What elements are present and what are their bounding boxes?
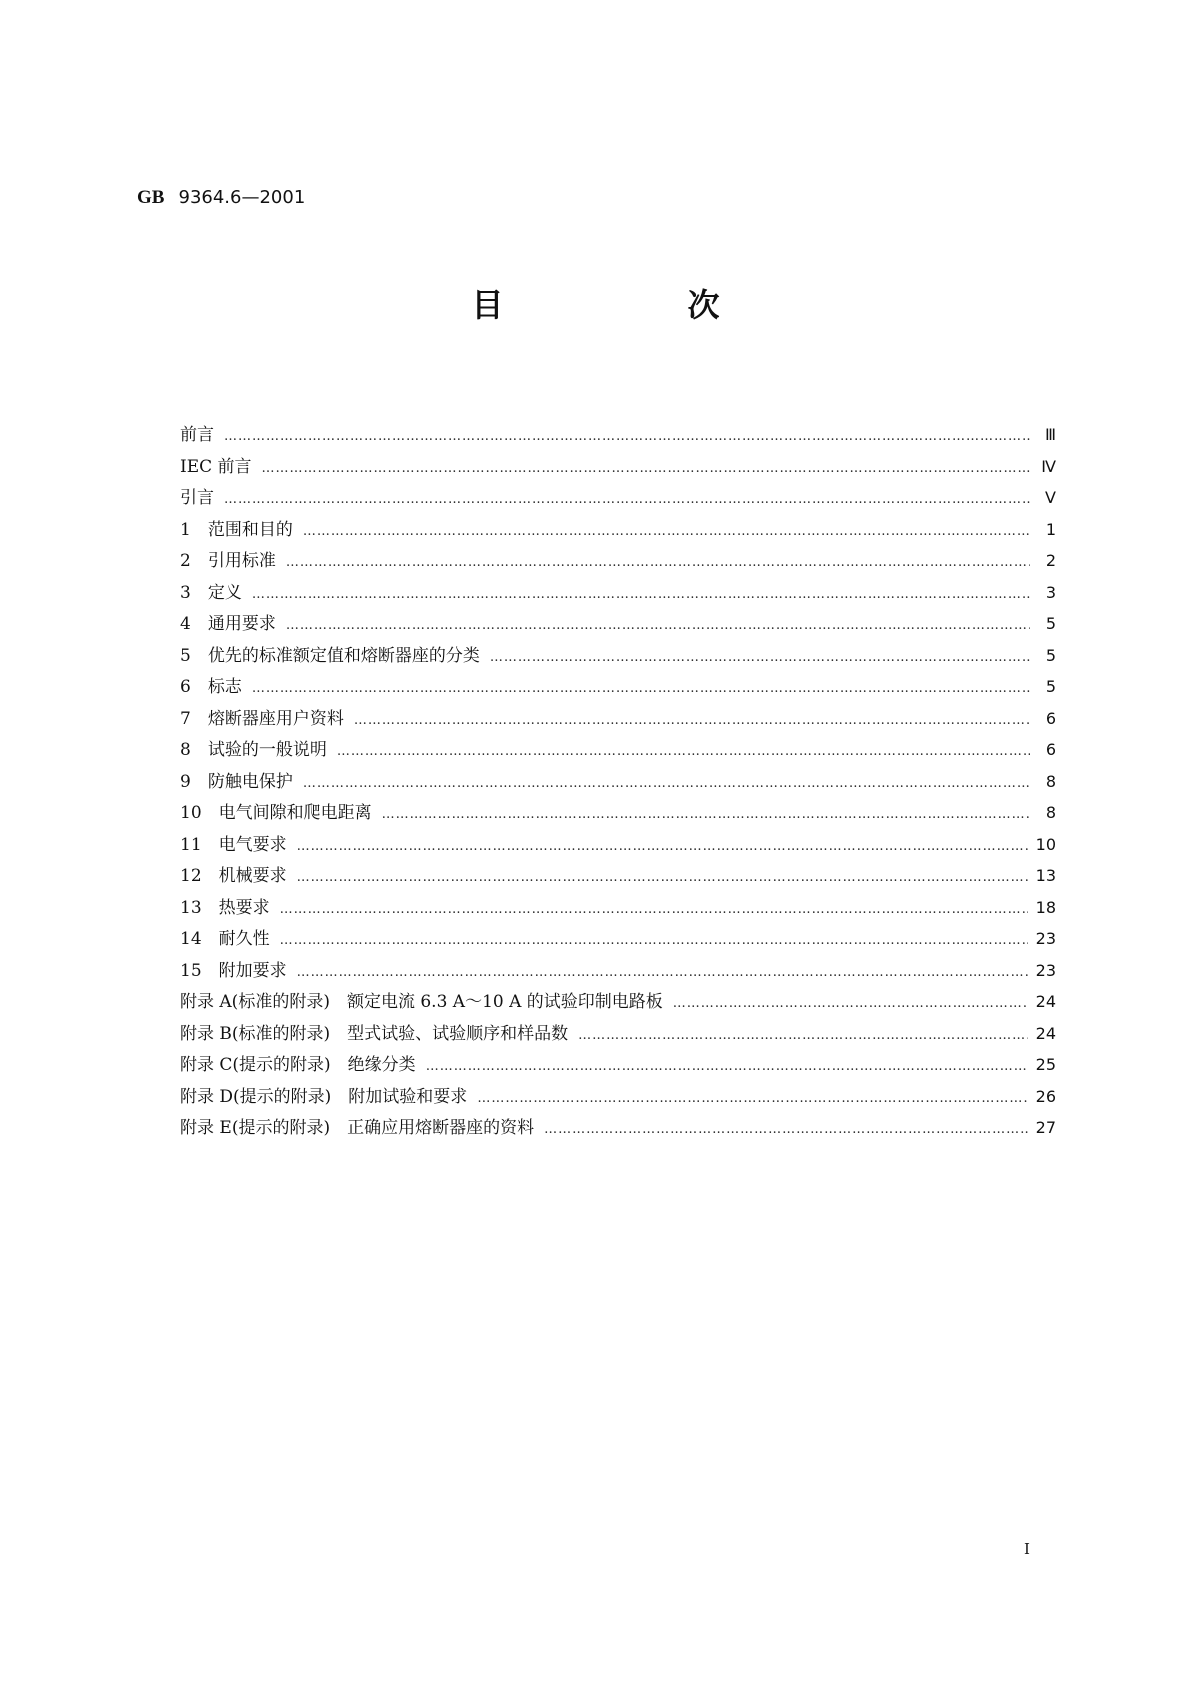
page-title: 目 次: [471, 286, 796, 324]
toc-entry-page: 24: [1035, 1023, 1056, 1043]
toc-entry-label: 附录 D(提示的附录) 附加试验和要求: [180, 1086, 468, 1107]
toc-entry[interactable]: [180, 704, 1056, 736]
toc-entry[interactable]: [180, 987, 1056, 1019]
toc-entry[interactable]: [180, 767, 1056, 799]
toc-leader-dots: [252, 681, 1030, 696]
toc-entry-page: Ⅳ: [1041, 456, 1056, 476]
toc-entry-page: 23: [1035, 929, 1056, 948]
toc-entry[interactable]: [180, 893, 1056, 925]
toc-entry-label: 7 熔断器座用户资料: [180, 708, 344, 729]
toc-leader-dots: [354, 713, 1030, 728]
toc-entry-label: 附录 A(标准的附录) 额定电流 6.3 A～10 A 的试验印制电路板: [180, 992, 663, 1012]
toc-entry-page: 24: [1035, 992, 1056, 1011]
toc-entry-page: 6: [1045, 740, 1056, 759]
toc-leader-dots: [477, 1091, 1027, 1106]
toc-leader-dots: [262, 461, 1030, 476]
toc-leader-dots: [297, 965, 1028, 980]
toc-entry-label: 前言: [180, 425, 214, 445]
toc-leader-dots: [544, 1122, 1028, 1137]
toc-entry[interactable]: [180, 924, 1056, 956]
toc-entry[interactable]: [180, 641, 1056, 673]
toc-entry[interactable]: [180, 546, 1056, 578]
table-of-contents: [180, 420, 1056, 1145]
toc-entry-page: 23: [1035, 960, 1056, 980]
standard-number: 9364.6—2001: [178, 187, 306, 208]
toc-entry-label: 1 范围和目的: [180, 519, 293, 540]
toc-entry-page: 1: [1045, 519, 1056, 539]
toc-entry-page: Ⅲ: [1044, 425, 1056, 444]
toc-leader-dots: [224, 429, 1030, 444]
toc-entry-page: 10: [1035, 834, 1056, 854]
toc-entry[interactable]: [180, 452, 1056, 484]
toc-entry[interactable]: [180, 515, 1056, 547]
toc-leader-dots: [673, 996, 1028, 1011]
toc-entry[interactable]: [180, 861, 1056, 893]
toc-leader-dots: [490, 650, 1030, 665]
toc-entry-page: 18: [1035, 897, 1056, 917]
toc-entry-label: 引言: [180, 488, 214, 508]
toc-entry-page: 6: [1045, 708, 1056, 728]
toc-entry-label: IEC 前言: [180, 456, 252, 477]
toc-entry-label: 2 引用标准: [180, 551, 276, 571]
toc-entry-label: 15 附加要求: [180, 960, 287, 981]
toc-entry[interactable]: [180, 1113, 1056, 1145]
toc-entry-page: 2: [1045, 551, 1056, 570]
toc-entry[interactable]: [180, 1019, 1056, 1051]
standard-prefix: GB: [137, 187, 165, 208]
toc-entry-page: 13: [1035, 866, 1056, 885]
toc-leader-dots: [337, 744, 1030, 759]
toc-entry[interactable]: [180, 735, 1056, 767]
toc-entry-page: 5: [1045, 677, 1056, 696]
toc-entry-label: 13 热要求: [180, 897, 270, 918]
toc-entry-label: 10 电气间隙和爬电距离: [180, 803, 372, 823]
toc-leader-dots: [578, 1028, 1027, 1043]
toc-entry-label: 4 通用要求: [180, 614, 276, 634]
toc-entry-label: 12 机械要求: [180, 866, 287, 886]
toc-leader-dots: [426, 1059, 1028, 1074]
toc-entry-label: 附录 E(提示的附录) 正确应用熔断器座的资料: [180, 1118, 535, 1138]
toc-entry[interactable]: [180, 609, 1056, 641]
toc-entry-label: 6 标志: [180, 677, 242, 697]
toc-leader-dots: [297, 870, 1028, 885]
toc-entry-label: 9 防触电保护: [180, 771, 293, 792]
toc-entry-page: 27: [1035, 1118, 1056, 1137]
toc-leader-dots: [252, 587, 1030, 602]
toc-entry-page: Ⅴ: [1045, 488, 1056, 507]
toc-entry-page: 26: [1035, 1086, 1056, 1106]
toc-leader-dots: [286, 555, 1030, 570]
toc-entry-label: 14 耐久性: [180, 929, 270, 949]
toc-entry-label: 附录 B(标准的附录) 型式试验、试验顺序和样品数: [180, 1023, 569, 1044]
toc-leader-dots: [286, 618, 1030, 633]
toc-entry[interactable]: [180, 1050, 1056, 1082]
toc-leader-dots: [303, 524, 1030, 539]
toc-entry-label: 3 定义: [180, 582, 242, 603]
toc-entry-page: 5: [1045, 645, 1056, 665]
toc-entry[interactable]: [180, 672, 1056, 704]
toc-leader-dots: [297, 839, 1028, 854]
toc-entry[interactable]: [180, 420, 1056, 452]
toc-entry-label: 8 试验的一般说明: [180, 740, 327, 760]
toc-leader-dots: [224, 492, 1030, 507]
document-header: [137, 186, 305, 209]
toc-entry[interactable]: [180, 578, 1056, 610]
toc-entry-page: 8: [1045, 771, 1056, 791]
toc-entry-page: 3: [1045, 582, 1056, 602]
toc-entry-page: 8: [1045, 803, 1056, 822]
page-number: I: [1024, 1540, 1030, 1558]
toc-entry[interactable]: [180, 483, 1056, 515]
toc-leader-dots: [280, 902, 1028, 917]
toc-entry-label: 5 优先的标准额定值和熔断器座的分类: [180, 645, 480, 666]
toc-leader-dots: [382, 807, 1030, 822]
toc-entry-page: 25: [1035, 1055, 1056, 1074]
toc-entry[interactable]: [180, 956, 1056, 988]
toc-leader-dots: [280, 933, 1028, 948]
toc-entry[interactable]: [180, 830, 1056, 862]
toc-entry[interactable]: [180, 1082, 1056, 1114]
toc-entry-page: 5: [1045, 614, 1056, 633]
toc-entry-label: 附录 C(提示的附录) 绝缘分类: [180, 1055, 416, 1075]
toc-entry-label: 11 电气要求: [180, 834, 287, 855]
toc-entry[interactable]: [180, 798, 1056, 830]
toc-leader-dots: [303, 776, 1030, 791]
